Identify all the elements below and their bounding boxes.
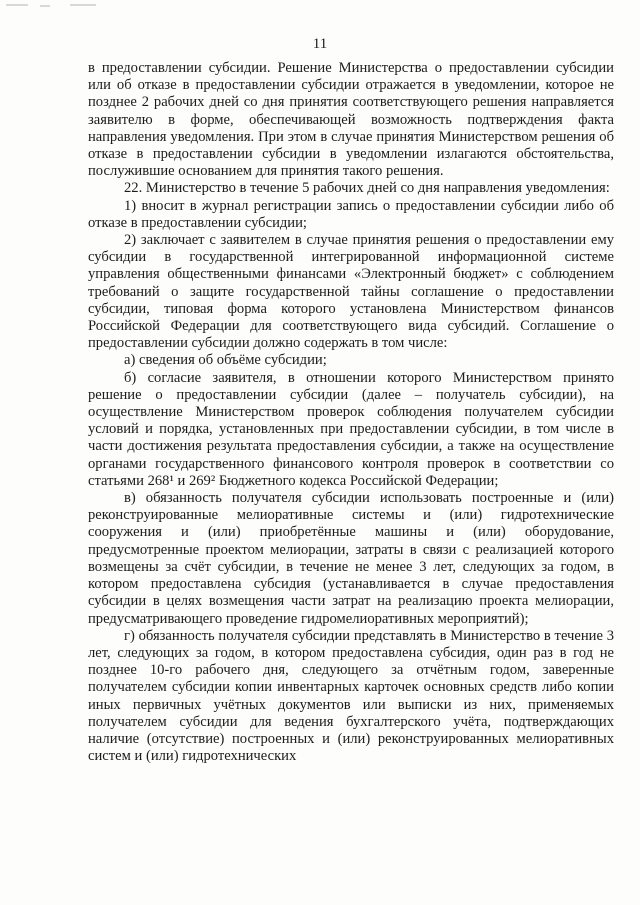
scan-artifact (70, 4, 96, 6)
document-body (88, 60, 614, 765)
page-number: 11 (312, 36, 328, 52)
paragraph: в предоставлении субсидии. Решение Министерства о предоставлении субсидии или об отказе в предоставлении субсидии отражается в уведомлении, которое не позднее 2 рабочих дней со дня принятия соответствующего решения направляется заявителю в форме, обеспечивающей возможность подтверждения факта направления уведомления. При этом в случае принятия Министерством решения об отказе в предоставлении субсидии в уведомлении излагаются обстоятельства, послужившие основанием для принятия такого решения. (88, 60, 614, 180)
scan-artifact (6, 4, 28, 6)
paragraph: б) согласие заявителя, в отношении которого Министерством принято решение о предоставлении субсидии (далее – получатель субсидии), на осуществление Министерством проверок соблюдения получателем субсидии условий и порядка, установленных при предоставлении субсидии, в том числе в части достижения результата предоставления субсидии, а также на осуществление органами государственного финансового контроля проверок в соответствии со статьями 268¹ и 269² Бюджетного кодекса Российской Федерации; (88, 369, 614, 489)
scan-artifact (40, 5, 50, 7)
paragraph: 1) вносит в журнал регистрации запись о предоставлении субсидии либо об отказе в предоставлении субсидии; (88, 197, 614, 231)
paragraph: 22. Министерство в течение 5 рабочих дней со дня направления уведомления: (124, 180, 610, 197)
paragraph: в) обязанность получателя субсидии использовать построенные и (или) реконструированные мелиоративные системы и (или) гидротехнические сооружения и (или) приобретённые машины и (или) оборудование, предусмотренные проектом мелиорации, затраты в связи с реализацией которого возмещены за счёт субсидии, в течение не менее 3 лет, следующих за годом, в котором предоставлена субсидия (устанавливается в случае предоставления субсидии в целях возмещения части затрат на реализацию проекта мелиорации, предусматривающего проведение гидромелиоративных мероприятий); (88, 490, 614, 627)
paragraph: 2) заключает с заявителем в случае принятия решения о предоставлении ему субсидии в государственной интегрированной информационной системе управления общественными финансами «Электронный бюджет» с соблюдением требований о защите государственной тайны соглашение о предоставлении субсидии, типовая форма которого установлена Министерством финансов Российской Федерации для соответствующего вида субсидий. Соглашение о предоставлении субсидии должно содержать в том числе: (88, 232, 614, 352)
paragraph: г) обязанность получателя субсидии представлять в Министерство в течение 3 лет, следующих за годом, в котором предоставлена субсидия, один раз в год не позднее 10-го рабочего дня, следующего за отчётным годом, заверенные получателем субсидии копии инвентарных карточек основных средств либо копии иных первичных учётных документов или выписки из них, применяемых получателем субсидии для ведения бухгалтерского учёта, подтверждающих наличие (отсутствие) построенных и (или) реконструированных мелиоративных систем и (или) гидротехнических (88, 627, 614, 765)
paragraph: а) сведения об объёме субсидии; (124, 352, 327, 369)
